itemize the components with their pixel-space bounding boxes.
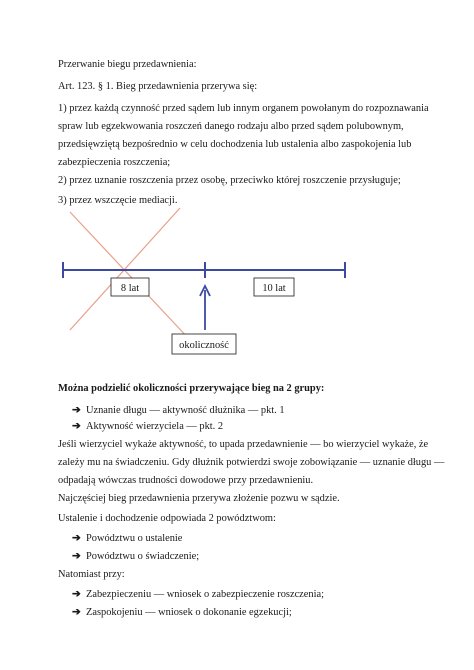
list-item	[72, 550, 199, 563]
box-10-lat-label: 10 lat	[262, 283, 286, 294]
list-item	[72, 606, 292, 619]
arrow-right-icon: ➔	[72, 551, 81, 562]
cross-line-1	[70, 212, 190, 340]
list-item	[72, 420, 223, 433]
list-item-label: Powództwu o ustalenie	[86, 533, 183, 544]
arrow-right-icon: ➔	[72, 421, 81, 432]
point-2: 2) przez uznanie roszczenia przez osobę, przeciwko której roszczenie przysługuje;	[58, 175, 401, 186]
paragraph-a-line-1: Jeśli wierzyciel wykaże aktywność, to upada przedawnienie — bo wierzyciel wykaże, że	[58, 439, 429, 450]
list-item	[72, 588, 324, 601]
arrow-right-icon: ➔	[72, 607, 81, 618]
paragraph-b: Najczęściej bieg przedawnienia przerywa złożenie pozwu w sądzie.	[58, 493, 340, 504]
paragraph-c: Ustalenie i dochodzenie odpowiada 2 powództwom:	[58, 513, 276, 524]
list-item	[72, 404, 285, 417]
list-item-label: Powództwu o świadczenie;	[86, 551, 200, 562]
list-item-label: Aktywność wierzyciela — pkt. 2	[86, 421, 224, 432]
list-item-label: Zabezpieczeniu — wniosek o zabezpieczenie roszczenia;	[86, 589, 324, 600]
point-1-line-4: zabezpieczenia roszczenia;	[58, 157, 171, 168]
paragraph-a-line-2: zależy mu na świadczeniu. Gdy dłużnik potwierdzi swoje zobowiązanie — uznanie długu —	[58, 457, 445, 468]
arrow-right-icon: ➔	[72, 405, 81, 416]
box-okolicznosc-label: okoliczność	[179, 340, 229, 351]
paragraph-a-line-3: odpadają wówczas trudności dowodowe przy przedawnieniu.	[58, 475, 314, 486]
box-8-lat-label: 8 lat	[120, 283, 140, 294]
point-1-line-2: spraw lub egzekwowania roszczeń danego rodzaju albo przed sądem polubownym,	[58, 121, 404, 132]
point-1-line-1: 1) przez każdą czynność przed sądem lub innym organem powołanym do rozpoznawania	[58, 103, 429, 114]
list-item	[72, 532, 182, 545]
article-title: Art. 123. § 1. Bieg przedawnienia przerywa się:	[58, 81, 258, 92]
point-3: 3) przez wszczęcie mediacji.	[58, 195, 178, 206]
heading: Przerwanie biegu przedawnienia:	[58, 59, 197, 70]
arrow-right-icon: ➔	[72, 589, 81, 600]
arrow-right-icon: ➔	[72, 533, 81, 544]
paragraph-d: Natomiast przy:	[58, 569, 125, 580]
bold-heading: Można podzielić okoliczności przerywające bieg na 2 grupy:	[58, 383, 325, 394]
list-item-label: Zaspokojeniu — wniosek o dokonanie egzekucji;	[86, 607, 292, 618]
point-1-line-3: przedsięwziętą bezpośrednio w celu dochodzenia lub ustalenia albo zaspokojenia lub	[58, 139, 412, 150]
list-item-label: Uznanie długu — aktywność dłużnika — pkt. 1	[86, 405, 285, 416]
